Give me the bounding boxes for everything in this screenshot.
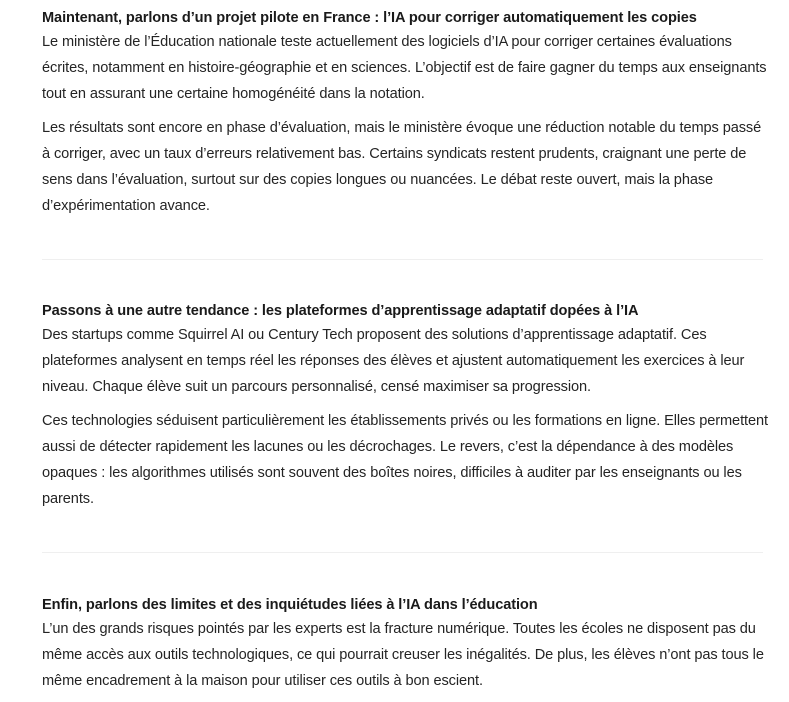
section-limites-inquietudes <box>42 595 770 694</box>
section-paragraph: Le ministère de l’Éducation nationale teste actuellement des logiciels d’IA pour corriger certaines évaluations écrites, notamment en histoire-géographie et en sciences. L’objectif est de faire gagner du temps aux enseignants tout en assurant une certaine homogénéité dans la notation. <box>42 34 767 102</box>
section-heading: Enfin, parlons des limites et des inquiétudes liées à l’IA dans l’éducation <box>42 597 538 613</box>
section-paragraph: Les résultats sont encore en phase d’évaluation, mais le ministère évoque une réduction notable du temps passé à corriger, avec un taux d’erreurs relativement bas. Certains syndicats restent prudents, craignant une perte de sens dans l’évaluation, surtout sur des copies longues ou nuancées. Le débat reste ouvert, mais la phase d’expérimentation avance. <box>42 120 762 214</box>
section-paragraph: L’un des grands risques pointés par les experts est la fracture numérique. Toutes les écoles ne disposent pas du même accès aux outils technologiques, ce qui pourrait creuser les inégalités. De plus, les élèves n’ont pas tous le même encadrement à la maison pour utiliser ces outils à bon escient. <box>42 621 764 689</box>
section-heading: Passons à une autre tendance : les plateformes d’apprentissage adaptatif dopées à l’IA <box>42 303 639 319</box>
section-divider <box>42 552 763 553</box>
section-paragraph: Des startups comme Squirrel AI ou Century Tech proposent des solutions d’apprentissage adaptatif. Ces plateformes analysent en temps réel les réponses des élèves et ajustent automatiquement les exercices à leur niveau. Chaque élève suit un parcours personnalisé, censé maximiser sa progression. <box>42 327 745 395</box>
section-heading: Maintenant, parlons d’un projet pilote en France : l’IA pour corriger automatiquement les copies <box>42 10 697 26</box>
section-correction-automatique <box>42 8 770 219</box>
section-apprentissage-adaptatif <box>42 301 770 512</box>
section-paragraph: Ces technologies séduisent particulièrement les établissements privés ou les formations en ligne. Elles permettent aussi de détecter rapidement les lacunes ou les décrochages. Le revers, c’est la dépendance à des modèles opaques : les algorithmes utilisés sont souvent des boîtes noires, difficiles à auditer par les enseignants ou les parents. <box>42 413 768 507</box>
section-divider <box>42 259 763 260</box>
